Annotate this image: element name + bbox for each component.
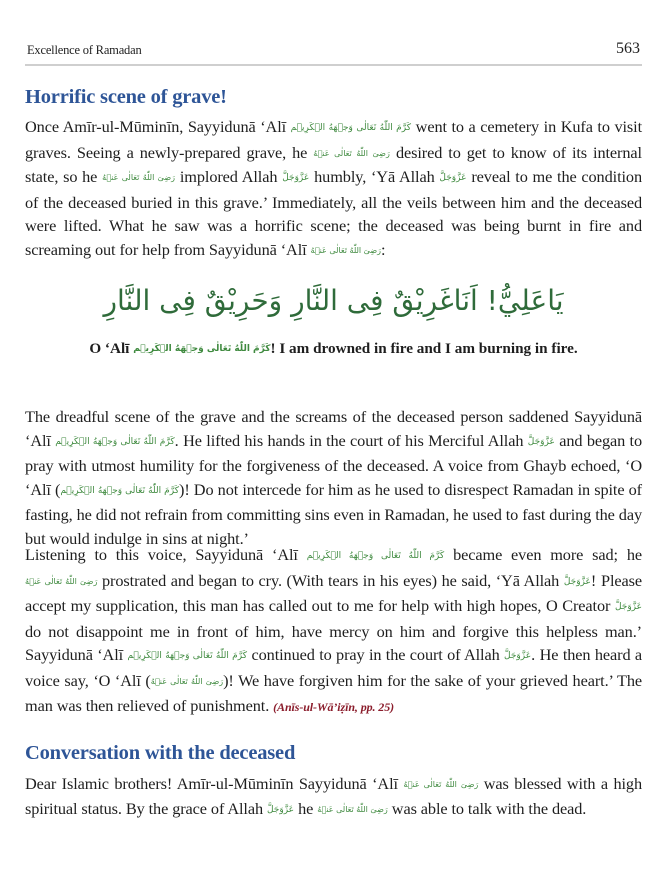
honorific-azza: عَزَّوَجَلَّ xyxy=(614,602,642,613)
honorific-radi: رَضِیَ اللّٰهُ تَعَالٰی عَنۡهُ xyxy=(403,780,479,789)
honorific-radi: رَضِیَ اللّٰهُ تَعَالٰی عَنۡهُ xyxy=(150,676,224,686)
honorific-radi: رَضِیَ اللّٰهُ تَعَالٰی عَنۡهُ xyxy=(25,576,98,586)
honorific-radi: رَضِیَ اللّٰهُ تَعَالٰی عَنۡهُ xyxy=(317,804,388,814)
paragraph-listening: Listening to this voice, Sayyidunā ‘Alī كَرَّمَ اللّٰهُ تَعَالٰی وَجۡهَهُ الۡكَرِيۡم became even more sad; he رَضِیَ اللّٰهُ تَعَالٰی عَنۡهُ prostrated and began to cry. (With tears in his eyes) he said, ‘Yā Allah عَزَّوَجَلَّ! Please accept my supplication, this man has called out to me for help with high hopes, O Creator عَزَّوَجَلَّ do not disappoint me in front of him, have mercy on him and forgive this helpless man.’ Sayyidunā ‘Alī كَرَّمَ اللّٰهُ تَعَالٰی وَجۡهَهُ الۡكَرِيۡم continued to pray in the court of Allah عَزَّوَجَلَّ. He then heard a voice say, ‘O ‘Alī (رَضِیَ اللّٰهُ تَعَالٰی عَنۡهُ)! We have forgiven him for the sake of your grieved heart.’ The man was then relieved of punishment. (Anīs-ul-Wā’iẓīn, pp. 25) xyxy=(25,545,643,715)
honorific-azza: عَزَّوَجَلَّ xyxy=(439,173,467,184)
honorific-radi: رَضِیَ اللّٰهُ تَعَالٰی عَنۡهُ xyxy=(310,245,381,255)
honorific-karram: كَرَّمَ اللّٰهُ تَعَالٰی وَجۡهَهُ الۡكَرِيۡم xyxy=(290,123,411,133)
honorific-radi: رَضِیَ اللّٰهُ تَعَالٰی عَنۡهُ xyxy=(102,173,175,183)
paragraph-conversation: Dear Islamic brothers! Amīr-ul-Mūminīn Sayyidunā ‘Alī رَضِیَ اللّٰهُ تَعَالٰی عَنۡهُ was blessed with a high spiritual status. By the grace of Allah عَزَّوَجَلَّ he رَضِیَ اللّٰهُ تَعَالٰی عَنۡهُ was able to talk with the dead. xyxy=(25,774,642,818)
honorific-karram: كَرَّمَ اللّٰهُ تَعَالٰی وَجۡهَهُ الۡكَرِيۡم xyxy=(55,436,175,447)
citation: (Anīs-ul-Wā’iẓīn, pp. 25) xyxy=(273,699,395,714)
page-header xyxy=(25,40,642,66)
paragraph-dreadful-scene: The dreadful scene of the grave and the screams of the deceased person saddened Sayyidunā ‘Alī كَرَّمَ اللّٰهُ تَعَالٰی وَجۡهَهُ الۡكَرِيۡم. He lifted his hands in the court of his Merciful Allah عَزَّوَجَلَّ and began to pray with utmost humility for the forgiveness of the deceased. A voice from Ghayb echoed, ‘O ‘Alī (كَرَّمَ اللّٰهُ تَعَالٰی وَجۡهَهُ الۡكَرِيۡم)! Do not intercede for him as he used to disrespect Ramadan in spite of fasting, he did not refrain from committing sins even in Ramadan, he used to fast during the day but would indulge in sins at night.’ xyxy=(25,407,643,548)
honorific-karram: كَرَّمَ اللّٰهُ تَعَالٰی وَجۡهَهُ الۡكَرِيۡم xyxy=(60,485,179,496)
paragraph-intro: Once Amīr-ul-Mūminīn, Sayyidunā ‘Alī كَرَّمَ اللّٰهُ تَعَالٰی وَجۡهَهُ الۡكَرِيۡم went to a cemetery in Kufa to visit graves. Seeing a newly-prepared grave, he رَضِیَ اللّٰهُ تَعَالٰی عَنۡهُ desired to get to know of its internal state, so he رَضِیَ اللّٰهُ تَعَالٰی عَنۡهُ implored Allah عَزَّوَجَلَّ humbly, ‘Yā Allah عَزَّوَجَلَّ reveal to me the condition of the deceased buried in this grave.’ Immediately, all the veils between him and the deceased were lifted. What he saw was a horrific scene; the deceased was being burnt in fire and screaming out for help from Sayyidunā ‘Alī رَضِیَ اللّٰهُ تَعَالٰی عَنۡهُ: xyxy=(25,117,642,259)
honorific-azza: عَزَّوَجَلَّ xyxy=(563,576,591,587)
verse-translation: O ‘Alī كَرَّمَ اللّٰهُ تَعَالٰی وَجۡهَهُ الۡكَرِيۡم! I am drowned in fire and I am burning in fire. xyxy=(89,340,578,357)
section-heading-horrific-scene: Horrific scene of grave! xyxy=(25,86,227,108)
honorific-azza: عَزَّوَجَلَّ xyxy=(527,436,555,447)
arabic-verse: يَاعَلِيُّ! اَنَاغَرِيْقٌ فِی النَّارِ وَحَرِيْقٌ فِی النَّارِ xyxy=(103,284,564,317)
honorific-karram: كَرَّمَ اللّٰهُ تَعَالٰی وَجۡهَهُ الۡكَرِيۡم xyxy=(133,344,271,354)
running-title: Excellence of Ramadan xyxy=(27,43,142,57)
honorific-azza: عَزَّوَجَلَّ xyxy=(504,651,532,662)
honorific-karram: كَرَّمَ اللّٰهُ تَعَالٰی وَجۡهَهُ الۡكَرِيۡم xyxy=(127,651,248,662)
page-number: 563 xyxy=(616,40,640,57)
honorific-radi: رَضِیَ اللّٰهُ تَعَالٰی عَنۡهُ xyxy=(313,148,390,158)
honorific-azza: عَزَّوَجَلَّ xyxy=(282,173,310,184)
honorific-karram: كَرَّمَ اللّٰهُ تَعَالٰی وَجۡهَهُ الۡكَرِيۡم xyxy=(306,551,445,561)
section-heading-conversation: Conversation with the deceased xyxy=(25,742,296,764)
honorific-azza: عَزَّوَجَلَّ xyxy=(266,804,295,815)
